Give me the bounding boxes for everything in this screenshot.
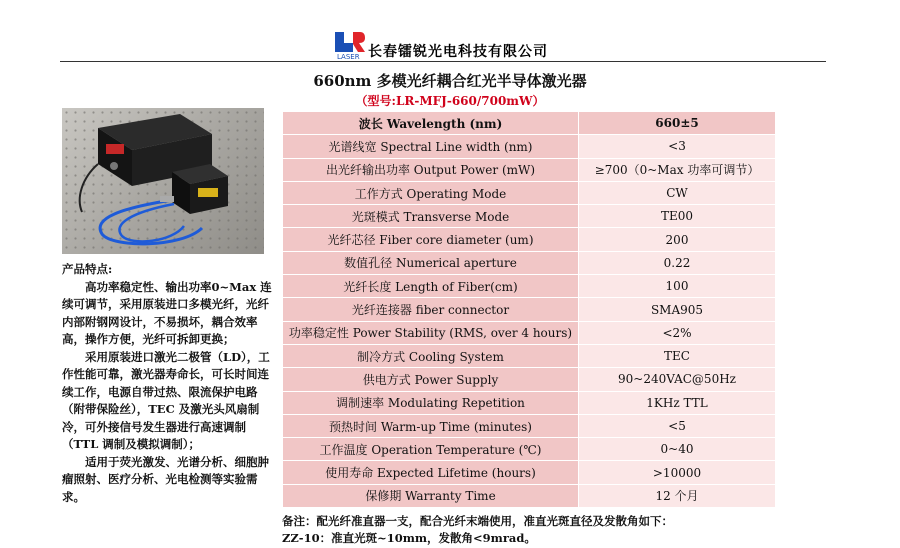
spec-label: 出光纤输出功率 Output Power (mW) [283,158,579,181]
product-photo [62,108,264,254]
company-name: 长春镭锐光电科技有限公司 [368,44,548,60]
feature-paragraph: 适用于荧光激发、光谱分析、细胞肿瘤照射、医疗分析、光电检测等实验需求。 [62,454,269,504]
table-row [283,321,776,344]
spec-value: <5 [579,414,776,437]
table-row [283,205,776,228]
spec-value: TEC [579,344,776,367]
spec-label: 制冷方式 Cooling System [283,344,579,367]
spec-label: 光纤连接器 fiber connector [283,298,579,321]
spec-label: 预热时间 Warm-up Time (minutes) [283,414,579,437]
table-row [283,391,776,414]
spec-value: 12 个月 [579,484,776,507]
spec-label: 工作方式 Operating Mode [283,181,579,204]
spec-label: 光斑模式 Transverse Mode [283,205,579,228]
spec-label: 光纤芯径 Fiber core diameter (um) [283,228,579,251]
table-row [283,181,776,204]
features-heading: 产品特点: [62,262,113,276]
table-row [283,461,776,484]
spec-value: ≥700（0~Max 功率可调节） [579,158,776,181]
spec-label: 使用寿命 Expected Lifetime (hours) [283,461,579,484]
spec-table [282,111,776,508]
table-row [283,158,776,181]
spec-label: 波长 Wavelength (nm) [283,112,579,135]
spec-label: 数值孔径 Numerical aperture [283,251,579,274]
table-row [283,368,776,391]
feature-paragraph: 采用原装进口激光二极管（LD），工作性能可靠，激光器寿命长，可长时间连续工作，电源自带过热、限流保护电路（附带保险丝），TEC 及激光头风扇制冷，可外接信号发生器进行高速调制（TTL 调制及模拟调制）； [62,349,270,451]
remarks [282,513,842,547]
spec-value: 660±5 [579,112,776,135]
remark-line: 备注：配光纤准直器一支，配合光纤末端使用，准直光斑直径及发散角如下： [282,514,673,528]
spec-value: 200 [579,228,776,251]
table-row [283,112,776,135]
table-row [283,438,776,461]
spec-value: <2% [579,321,776,344]
model-number: （型号:LR-MFJ-660/700mW） [355,94,545,108]
spec-value: SMA905 [579,298,776,321]
table-row [283,484,776,507]
spec-label: 调制速率 Modulating Repetition [283,391,579,414]
spec-label: 保修期 Warranty Time [283,484,579,507]
company-logo [333,30,367,60]
table-row [283,251,776,274]
remark-line: ZZ-10：准直光斑~10mm，发散角<9mrad。 [282,531,536,545]
spec-value: 100 [579,275,776,298]
spec-value: >10000 [579,461,776,484]
spec-label: 工作温度 Operation Temperature (℃) [283,438,579,461]
page-title: 660nm 多模光纤耦合红光半导体激光器 [313,72,587,90]
spec-value: <3 [579,135,776,158]
spec-value: 0~40 [579,438,776,461]
spec-value: 1KHz TTL [579,391,776,414]
spec-label: 光纤长度 Length of Fiber(cm) [283,275,579,298]
table-row [283,298,776,321]
page-header [0,0,900,62]
table-row [283,275,776,298]
table-row [283,228,776,251]
spec-label: 供电方式 Power Supply [283,368,579,391]
spec-value: 90~240VAC@50Hz [579,368,776,391]
table-row [283,135,776,158]
logo-text: LASER [337,53,360,60]
spec-label: 功率稳定性 Power Stability (RMS, over 4 hours) [283,321,579,344]
spec-value: TE00 [579,205,776,228]
header-divider [60,61,826,62]
spec-value: 0.22 [579,251,776,274]
spec-label: 光谱线宽 Spectral Line width (nm) [283,135,579,158]
table-row [283,414,776,437]
spec-value: CW [579,181,776,204]
table-row [283,344,776,367]
feature-paragraph: 高功率稳定性、输出功率0~Max 连续可调节，采用原装进口多模光纤，光纤内部附钢网设计，不易损坏，耦合效率高，操作方便，光纤可拆卸更换； [62,279,272,346]
product-features [62,261,274,506]
